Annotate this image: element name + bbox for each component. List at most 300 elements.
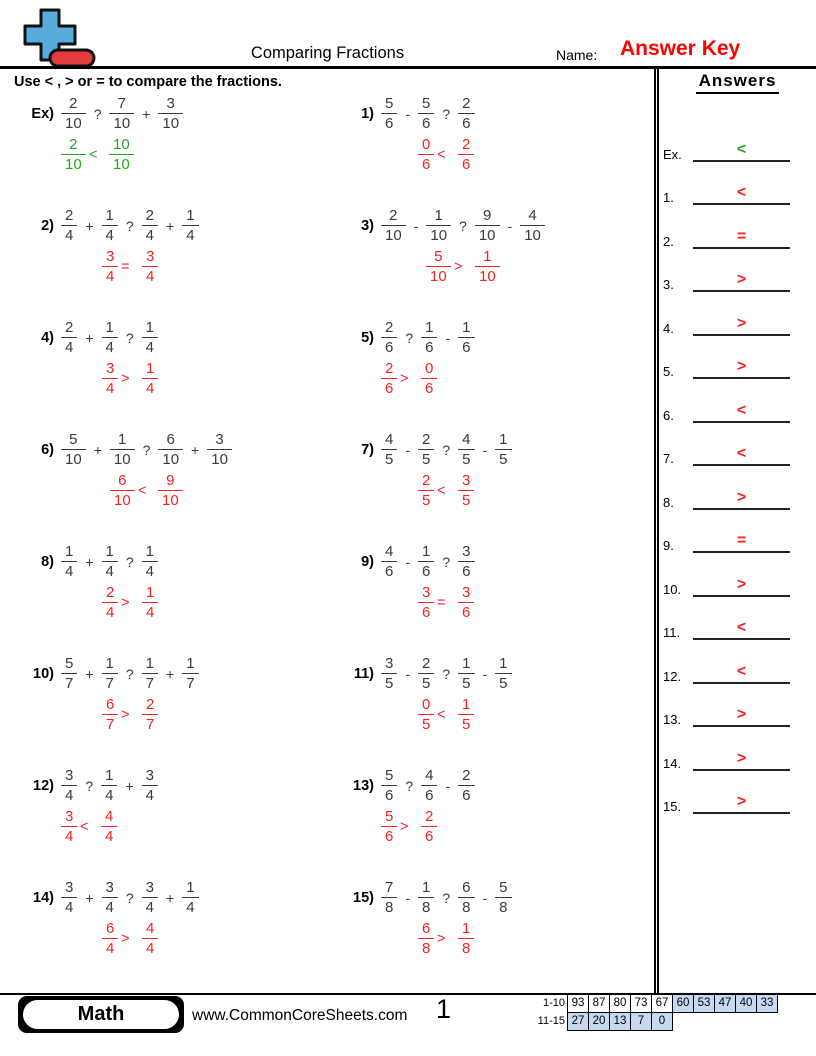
fraction-denominator: 4 bbox=[102, 897, 118, 916]
fraction bbox=[61, 767, 77, 805]
problem-9 bbox=[334, 543, 654, 655]
problem-number: 2) bbox=[41, 217, 54, 234]
question-operator: ? bbox=[125, 553, 134, 570]
score-cell: 27 bbox=[567, 1012, 589, 1031]
fraction bbox=[142, 543, 158, 581]
problem-Ex bbox=[14, 95, 334, 207]
operator: - bbox=[482, 441, 488, 458]
instruction-text: Use < , > or = to compare the fractions. bbox=[14, 74, 282, 90]
fraction-denominator: 6 bbox=[421, 337, 437, 356]
answer-row-5 bbox=[659, 336, 816, 380]
answer-work bbox=[14, 920, 334, 966]
fraction-numerator: 0 bbox=[422, 135, 431, 153]
website-url: www.CommonCoreSheets.com bbox=[192, 1007, 408, 1024]
answer-right-fraction bbox=[101, 808, 117, 846]
fraction-denominator: 5 bbox=[418, 490, 434, 509]
fraction-denominator: 7 bbox=[102, 714, 118, 733]
fraction-numerator: 2 bbox=[422, 655, 431, 672]
answer-left-fraction bbox=[61, 136, 86, 174]
question-operator: ? bbox=[405, 777, 414, 794]
fraction-numerator: 3 bbox=[146, 247, 155, 265]
answer-symbol: = bbox=[736, 227, 747, 245]
fraction bbox=[102, 655, 118, 693]
fraction-denominator: 10 bbox=[426, 266, 451, 285]
fraction-denominator: 4 bbox=[61, 561, 77, 580]
problem-number: 13) bbox=[353, 777, 374, 794]
answer-row-6 bbox=[659, 379, 816, 423]
answer-row-10 bbox=[659, 553, 816, 597]
fraction-numerator: 3 bbox=[145, 767, 155, 784]
fraction-denominator: 5 bbox=[495, 673, 511, 692]
subject-label: Math bbox=[23, 1000, 179, 1029]
fraction bbox=[418, 431, 434, 469]
answer-left-fraction bbox=[418, 920, 434, 958]
fraction-denominator: 6 bbox=[418, 561, 434, 580]
question-operator: ? bbox=[459, 217, 467, 234]
answer-symbol: < bbox=[736, 619, 747, 637]
score-cell: 60 bbox=[672, 994, 694, 1013]
fraction bbox=[102, 207, 118, 245]
fraction bbox=[142, 655, 158, 693]
answer-symbol: = bbox=[736, 532, 747, 550]
fraction-denominator: 4 bbox=[61, 337, 77, 356]
expression bbox=[14, 879, 199, 917]
answer-blank-line bbox=[693, 595, 790, 641]
fraction-denominator: 10 bbox=[158, 490, 183, 509]
fraction bbox=[458, 543, 474, 581]
fraction-denominator: 6 bbox=[381, 337, 397, 356]
fraction-numerator: 2 bbox=[462, 767, 471, 784]
fraction-numerator: 6 bbox=[118, 471, 127, 489]
subject-badge bbox=[18, 996, 184, 1033]
answer-comparator: = bbox=[121, 258, 130, 275]
question-operator: ? bbox=[405, 329, 414, 346]
fraction bbox=[158, 95, 183, 133]
fraction-denominator: 5 bbox=[458, 714, 474, 733]
fraction bbox=[458, 431, 474, 469]
problem-2 bbox=[14, 207, 334, 319]
fraction-numerator: 1 bbox=[105, 655, 114, 672]
fraction bbox=[458, 95, 474, 133]
fraction-denominator: 10 bbox=[110, 490, 135, 509]
fraction bbox=[418, 879, 434, 917]
fraction bbox=[418, 655, 434, 693]
fraction-numerator: 0 bbox=[422, 695, 431, 713]
fraction-numerator: 3 bbox=[385, 655, 394, 672]
fraction-numerator: 6 bbox=[106, 695, 115, 713]
fraction bbox=[381, 879, 397, 917]
answer-symbol: < bbox=[736, 140, 747, 158]
question-operator: ? bbox=[93, 105, 102, 122]
fraction-numerator: 5 bbox=[434, 247, 443, 265]
fraction-denominator: 5 bbox=[381, 449, 397, 468]
operator: - bbox=[405, 665, 411, 682]
answer-comparator: < bbox=[138, 482, 147, 499]
answer-right-fraction bbox=[109, 136, 134, 174]
operator: + bbox=[166, 665, 175, 682]
fraction bbox=[495, 879, 511, 917]
fraction bbox=[61, 543, 77, 581]
fraction-numerator: 1 bbox=[105, 207, 114, 224]
fraction bbox=[207, 431, 232, 469]
operator: + bbox=[191, 441, 200, 458]
fraction-numerator: 1 bbox=[462, 919, 471, 937]
fraction-numerator: 1 bbox=[145, 543, 155, 560]
fraction-denominator: 10 bbox=[110, 449, 135, 468]
fraction-numerator: 7 bbox=[117, 95, 126, 112]
answer-blank-line bbox=[693, 725, 790, 771]
answer-left-fraction bbox=[102, 920, 118, 958]
expression bbox=[334, 95, 475, 133]
fraction-denominator: 4 bbox=[142, 266, 158, 285]
operator: - bbox=[405, 105, 411, 122]
score-range-label: 11-15 bbox=[537, 1015, 565, 1027]
fraction-denominator: 5 bbox=[418, 673, 434, 692]
fraction bbox=[61, 655, 77, 693]
fraction bbox=[61, 431, 86, 469]
fraction-denominator: 4 bbox=[142, 938, 158, 957]
fraction-denominator: 6 bbox=[418, 113, 434, 132]
fraction-numerator: 6 bbox=[106, 919, 115, 937]
fraction-denominator: 8 bbox=[418, 897, 434, 916]
fraction-numerator: 3 bbox=[65, 767, 74, 784]
problem-number: 1) bbox=[361, 105, 374, 122]
fraction-denominator: 4 bbox=[101, 826, 117, 845]
answer-row-8 bbox=[659, 466, 816, 510]
fraction-numerator: 3 bbox=[65, 879, 74, 896]
fraction-numerator: 1 bbox=[105, 319, 114, 336]
fraction-denominator: 8 bbox=[458, 897, 474, 916]
fraction bbox=[61, 207, 77, 245]
answer-blank-line bbox=[693, 682, 790, 728]
expression bbox=[14, 207, 199, 245]
fraction-numerator: 5 bbox=[385, 807, 394, 825]
problems-grid bbox=[14, 95, 654, 991]
fraction-numerator: 2 bbox=[425, 807, 434, 825]
fraction-denominator: 6 bbox=[381, 561, 397, 580]
fraction-numerator: 2 bbox=[146, 695, 155, 713]
fraction bbox=[495, 655, 511, 693]
answer-work bbox=[334, 696, 654, 742]
fraction-denominator: 10 bbox=[520, 225, 545, 244]
score-cell: 53 bbox=[693, 994, 715, 1013]
answer-comparator: > bbox=[437, 930, 446, 947]
answer-left-fraction bbox=[102, 584, 118, 622]
worksheet-title: Comparing Fractions bbox=[250, 44, 405, 62]
page-number: 1 bbox=[436, 994, 452, 1024]
answer-label: 15. bbox=[663, 799, 682, 815]
fraction-denominator: 7 bbox=[61, 673, 77, 692]
expression bbox=[334, 655, 512, 693]
fraction bbox=[142, 207, 158, 245]
fraction-denominator: 4 bbox=[102, 225, 118, 244]
fraction-numerator: 9 bbox=[166, 471, 175, 489]
fraction-numerator: 6 bbox=[462, 879, 471, 896]
operator: + bbox=[85, 665, 94, 682]
fraction bbox=[421, 767, 437, 805]
answers-title: Answers bbox=[696, 71, 780, 94]
answer-blank-line bbox=[693, 203, 790, 249]
score-row bbox=[527, 1012, 778, 1031]
problem-3 bbox=[334, 207, 654, 319]
question-operator: ? bbox=[442, 553, 451, 570]
fraction-denominator: 10 bbox=[61, 154, 86, 173]
fraction-denominator: 8 bbox=[381, 897, 397, 916]
expression bbox=[334, 319, 475, 357]
fraction-numerator: 3 bbox=[106, 247, 115, 265]
answer-symbol: > bbox=[736, 358, 747, 376]
operator: - bbox=[482, 665, 488, 682]
answer-right-fraction bbox=[421, 808, 437, 846]
fraction-denominator: 6 bbox=[381, 378, 397, 397]
problem-number: 6) bbox=[41, 441, 54, 458]
answer-right-fraction bbox=[458, 920, 474, 958]
problem-7 bbox=[334, 431, 654, 543]
fraction-numerator: 4 bbox=[385, 543, 394, 560]
answer-blank-line bbox=[693, 247, 790, 293]
problem-number: Ex) bbox=[31, 105, 54, 122]
answer-comparator: < bbox=[80, 818, 89, 835]
fraction-numerator: 10 bbox=[113, 135, 130, 153]
problem-number: 8) bbox=[41, 553, 54, 570]
operator: + bbox=[85, 217, 94, 234]
answer-row-12 bbox=[659, 640, 816, 684]
fraction-numerator: 1 bbox=[425, 319, 434, 336]
fraction-denominator: 5 bbox=[381, 673, 397, 692]
expression bbox=[14, 431, 232, 469]
answer-right-fraction bbox=[458, 136, 474, 174]
fraction-denominator: 4 bbox=[142, 337, 158, 356]
answer-blank-line bbox=[693, 464, 790, 510]
answer-blank-line bbox=[693, 421, 790, 467]
fraction-denominator: 4 bbox=[142, 225, 158, 244]
fraction-numerator: 1 bbox=[118, 431, 127, 448]
answer-blank-line bbox=[693, 508, 790, 554]
answer-work bbox=[14, 136, 334, 182]
score-cell: 87 bbox=[588, 994, 610, 1013]
fraction bbox=[381, 655, 397, 693]
name-label: Name: bbox=[556, 47, 598, 63]
fraction bbox=[142, 319, 158, 357]
fraction bbox=[381, 95, 397, 133]
fraction-numerator: 3 bbox=[462, 543, 471, 560]
fraction-numerator: 5 bbox=[385, 767, 394, 784]
answer-left-fraction bbox=[61, 808, 77, 846]
fraction-numerator: 5 bbox=[499, 879, 508, 896]
fraction-numerator: 6 bbox=[422, 919, 431, 937]
answer-label: 8. bbox=[663, 494, 674, 510]
question-operator: ? bbox=[85, 777, 94, 794]
score-cell: 40 bbox=[735, 994, 757, 1013]
answer-row-14 bbox=[659, 727, 816, 771]
fraction-denominator: 7 bbox=[102, 673, 118, 692]
fraction-denominator: 6 bbox=[421, 378, 437, 397]
answer-row-11 bbox=[659, 597, 816, 641]
fraction-numerator: 2 bbox=[106, 583, 115, 601]
answer-left-fraction bbox=[418, 472, 434, 510]
answer-label: 10. bbox=[663, 581, 682, 597]
fraction-numerator: 3 bbox=[462, 471, 471, 489]
problem-number: 3) bbox=[361, 217, 374, 234]
fraction-denominator: 8 bbox=[495, 897, 511, 916]
fraction-denominator: 4 bbox=[61, 225, 77, 244]
answer-row-3 bbox=[659, 249, 816, 293]
answer-row-7 bbox=[659, 423, 816, 467]
fraction-numerator: 1 bbox=[462, 655, 471, 672]
answers-list bbox=[659, 118, 816, 814]
answer-symbol: < bbox=[736, 445, 747, 463]
operator: + bbox=[85, 553, 94, 570]
expression bbox=[14, 319, 158, 357]
fraction-denominator: 5 bbox=[418, 449, 434, 468]
fraction-numerator: 4 bbox=[425, 767, 434, 784]
fraction-numerator: 5 bbox=[65, 655, 74, 672]
expression bbox=[334, 431, 512, 469]
fraction-numerator: 7 bbox=[385, 879, 394, 896]
fraction-denominator: 5 bbox=[458, 490, 474, 509]
answer-blank-line bbox=[693, 116, 790, 162]
answer-comparator: = bbox=[437, 594, 446, 611]
answer-row-1 bbox=[659, 162, 816, 206]
answer-blank-line bbox=[693, 638, 790, 684]
fraction-denominator: 6 bbox=[418, 154, 434, 173]
answer-left-fraction bbox=[102, 248, 118, 286]
expression bbox=[14, 655, 199, 693]
answer-label: 3. bbox=[663, 277, 674, 293]
answer-work bbox=[14, 472, 334, 518]
fraction-denominator: 4 bbox=[182, 225, 198, 244]
fraction-numerator: 1 bbox=[499, 431, 508, 448]
fraction-denominator: 4 bbox=[142, 378, 158, 397]
fraction-numerator: 3 bbox=[145, 879, 155, 896]
fraction-denominator: 6 bbox=[458, 785, 474, 804]
operator: - bbox=[482, 889, 488, 906]
answer-comparator: < bbox=[89, 146, 98, 163]
fraction-numerator: 3 bbox=[422, 583, 431, 601]
expression bbox=[14, 95, 183, 133]
fraction-numerator: 2 bbox=[69, 135, 78, 153]
operator: - bbox=[405, 889, 411, 906]
answer-symbol: > bbox=[736, 575, 747, 593]
fraction-denominator: 6 bbox=[381, 113, 397, 132]
fraction-denominator: 4 bbox=[61, 897, 77, 916]
answer-blank-line bbox=[693, 377, 790, 423]
question-operator: ? bbox=[442, 889, 451, 906]
answer-row-13 bbox=[659, 684, 816, 728]
fraction-numerator: 4 bbox=[462, 431, 471, 448]
fraction-denominator: 4 bbox=[102, 938, 118, 957]
answer-right-fraction bbox=[142, 920, 158, 958]
answer-label: 5. bbox=[663, 364, 674, 380]
fraction-numerator: 1 bbox=[462, 695, 471, 713]
answer-label: 12. bbox=[663, 668, 682, 684]
operator: + bbox=[125, 777, 134, 794]
fraction bbox=[182, 879, 198, 917]
fraction bbox=[418, 95, 434, 133]
score-cell: 33 bbox=[756, 994, 778, 1013]
operator: - bbox=[405, 553, 411, 570]
fraction-numerator: 2 bbox=[65, 207, 74, 224]
score-range-label: 1-10 bbox=[542, 997, 565, 1009]
expression bbox=[334, 543, 475, 581]
problem-12 bbox=[14, 767, 334, 879]
score-row bbox=[527, 994, 778, 1013]
operator: - bbox=[405, 441, 411, 458]
answer-row-4 bbox=[659, 292, 816, 336]
fraction-denominator: 4 bbox=[61, 785, 77, 804]
fraction-denominator: 4 bbox=[102, 337, 118, 356]
fraction-denominator: 4 bbox=[102, 378, 118, 397]
fraction-numerator: 4 bbox=[385, 431, 394, 448]
problem-number: 15) bbox=[353, 889, 374, 906]
answer-right-fraction bbox=[142, 360, 158, 398]
answer-symbol: > bbox=[736, 706, 747, 724]
score-cell: 73 bbox=[630, 994, 652, 1013]
operator: + bbox=[166, 217, 175, 234]
answer-left-fraction bbox=[102, 696, 118, 734]
fraction-numerator: 2 bbox=[462, 95, 471, 112]
answer-symbol: > bbox=[736, 793, 747, 811]
fraction-denominator: 6 bbox=[458, 561, 474, 580]
answer-row-9 bbox=[659, 510, 816, 554]
fraction-denominator: 10 bbox=[475, 266, 500, 285]
operator: - bbox=[507, 217, 513, 234]
fraction-denominator: 4 bbox=[102, 602, 118, 621]
fraction-numerator: 1 bbox=[499, 655, 508, 672]
answer-right-fraction bbox=[142, 696, 158, 734]
fraction bbox=[158, 431, 183, 469]
answer-work bbox=[334, 472, 654, 518]
fraction-denominator: 10 bbox=[381, 225, 406, 244]
answer-comparator: > bbox=[454, 258, 463, 275]
fraction bbox=[102, 879, 118, 917]
answer-left-fraction bbox=[381, 808, 397, 846]
fraction-denominator: 6 bbox=[421, 826, 437, 845]
question-operator: ? bbox=[442, 665, 451, 682]
fraction-numerator: 1 bbox=[422, 543, 431, 560]
fraction-denominator: 4 bbox=[142, 561, 158, 580]
fraction-numerator: 1 bbox=[483, 247, 492, 265]
fraction bbox=[421, 319, 437, 357]
answers-panel bbox=[654, 69, 816, 993]
answer-row-15 bbox=[659, 771, 816, 815]
fraction-denominator: 4 bbox=[142, 785, 158, 804]
answer-work bbox=[334, 136, 654, 182]
fraction-numerator: 2 bbox=[69, 95, 78, 112]
fraction-denominator: 10 bbox=[61, 113, 86, 132]
fraction-denominator: 7 bbox=[142, 714, 158, 733]
problem-13 bbox=[334, 767, 654, 879]
score-cell: 67 bbox=[651, 994, 673, 1013]
fraction-numerator: 3 bbox=[166, 95, 175, 112]
fraction-numerator: 0 bbox=[425, 359, 434, 377]
operator: + bbox=[142, 105, 151, 122]
fraction-numerator: 3 bbox=[105, 879, 114, 896]
fraction-numerator: 1 bbox=[462, 319, 471, 336]
fraction-numerator: 1 bbox=[65, 543, 74, 560]
fraction-numerator: 1 bbox=[146, 583, 155, 601]
problem-5 bbox=[334, 319, 654, 431]
answer-work bbox=[334, 248, 654, 294]
problem-number: 7) bbox=[361, 441, 374, 458]
fraction-denominator: 10 bbox=[158, 113, 183, 132]
problem-number: 11) bbox=[353, 665, 374, 682]
answer-comparator: < bbox=[437, 146, 446, 163]
fraction bbox=[142, 879, 158, 917]
operator: - bbox=[413, 217, 419, 234]
fraction-denominator: 5 bbox=[458, 673, 474, 692]
operator: - bbox=[445, 329, 451, 346]
